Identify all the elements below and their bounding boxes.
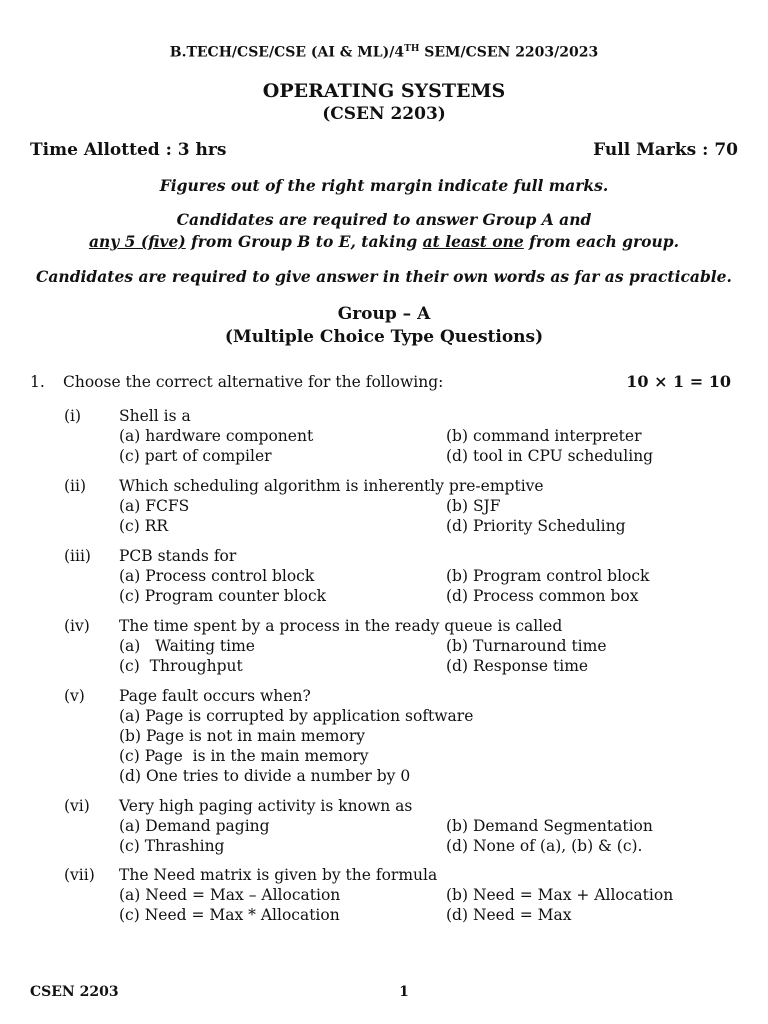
subquestion-number: (ii)	[64, 477, 87, 495]
subquestion-stem: Which scheduling algorithm is inherently pre-emptive	[119, 477, 544, 495]
course-line-superscript: TH	[404, 44, 420, 54]
instruction-text-end: from each group.	[523, 232, 680, 251]
instruction-answer-group-a: Candidates are required to answer Group A and	[176, 210, 592, 229]
option-c: (c) Page is in the main memory	[119, 747, 369, 765]
option-d: (d) tool in CPU scheduling	[446, 447, 654, 465]
option-b: (b) Page is not in main memory	[119, 727, 365, 745]
group-subtitle: (Multiple Choice Type Questions)	[224, 327, 544, 347]
option-c: (c) Thrashing	[119, 837, 225, 855]
option-d: (d) One tries to divide a number by 0	[119, 767, 411, 785]
subquestion-number: (vii)	[64, 866, 95, 884]
footer-paper-code: CSEN 2203	[30, 984, 119, 1000]
option-d: (d) Need = Max	[446, 906, 572, 924]
course-header-line	[0, 44, 768, 61]
subquestion-stem: The Need matrix is given by the formula	[119, 866, 438, 884]
full-marks: Full Marks : 70	[593, 140, 738, 160]
option-b: (b) command interpreter	[446, 427, 642, 445]
paper-title: OPERATING SYSTEMS	[262, 80, 506, 102]
option-c: (c) Program counter block	[119, 587, 327, 605]
instruction-text: from Group B to E, taking	[185, 232, 423, 251]
group-title: Group – A	[337, 304, 431, 324]
subquestion-number: (iii)	[64, 547, 91, 565]
option-a: (a) Process control block	[119, 567, 315, 585]
option-a: (a) Demand paging	[119, 817, 270, 835]
subquestion-stem: Shell is a	[119, 407, 191, 425]
option-a: (a) hardware component	[119, 427, 314, 445]
subquestion-number: (i)	[64, 407, 82, 425]
option-c: (c) part of compiler	[119, 447, 272, 465]
underlined-at-least-one: at least one	[422, 232, 524, 251]
paper-code: (CSEN 2203)	[322, 104, 446, 124]
subquestion-stem: The time spent by a process in the ready queue is called	[119, 617, 563, 635]
subquestion-stem: Very high paging activity is known as	[119, 797, 413, 815]
question-text: Choose the correct alternative for the following:	[63, 373, 444, 391]
option-c: (c) Throughput	[119, 657, 243, 675]
option-d: (d) None of (a), (b) & (c).	[446, 837, 643, 855]
subquestion-number: (v)	[64, 687, 85, 705]
option-a: (a) Waiting time	[119, 637, 255, 655]
underlined-any-five: any 5 (five)	[88, 232, 186, 251]
option-b: (b) Turnaround time	[446, 637, 607, 655]
option-d: (d) Response time	[446, 657, 589, 675]
course-line-text-end: SEM/CSEN 2203/2023	[419, 44, 599, 61]
page-number: 1	[399, 984, 409, 1000]
instruction-group-selection	[0, 232, 768, 251]
instruction-own-words: Candidates are required to give answer in their own words as far as practicable.	[36, 267, 732, 286]
time-allotted: Time Allotted : 3 hrs	[30, 140, 227, 160]
option-a: (a) FCFS	[119, 497, 190, 515]
option-a: (a) Page is corrupted by application software	[119, 707, 474, 725]
question-number: 1.	[30, 373, 45, 391]
option-d: (d) Process common box	[446, 587, 639, 605]
option-b: (b) Need = Max + Allocation	[446, 886, 674, 904]
question-marks: 10 × 1 = 10	[626, 372, 731, 391]
option-b: (b) Program control block	[446, 567, 650, 585]
subquestion-stem: PCB stands for	[119, 547, 237, 565]
course-line-text: B.TECH/CSE/CSE (AI & ML)/4	[169, 44, 405, 61]
option-d: (d) Priority Scheduling	[446, 517, 626, 535]
option-a: (a) Need = Max – Allocation	[119, 886, 341, 904]
instruction-marks: Figures out of the right margin indicate full marks.	[159, 176, 609, 195]
option-c: (c) RR	[119, 517, 169, 535]
option-b: (b) Demand Segmentation	[446, 817, 653, 835]
option-c: (c) Need = Max * Allocation	[119, 906, 340, 924]
subquestion-stem: Page fault occurs when?	[119, 687, 311, 705]
subquestion-number: (iv)	[64, 617, 90, 635]
subquestion-number: (vi)	[64, 797, 90, 815]
option-b: (b) SJF	[446, 497, 501, 515]
